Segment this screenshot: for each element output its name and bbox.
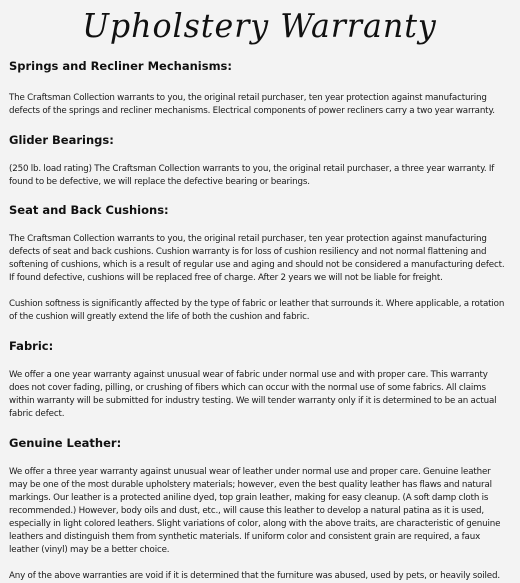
springs-heading: Springs and Recliner Mechanisms: bbox=[9, 59, 233, 73]
seat-cushions-heading: Seat and Back Cushions: bbox=[9, 203, 169, 217]
springs-paragraph: The Craftsman Collection warrants to you, the original retail purchaser, ten year protection against manufacturing defects of the springs and recliner mechanisms. Electrical components of power recliners carry a two year warranty. bbox=[9, 93, 495, 116]
glider-paragraph: (250 lb. load rating) The Craftsman Collection warrants to you, the original retail purchaser, a three year warranty. If found to be defective, we will replace the defective bearing or bearings. bbox=[9, 164, 495, 187]
void-conditions-note: Any of the above warranties are void if it is determined that the furniture was abused, used by pets, or heavily soiled. bbox=[9, 571, 500, 581]
cushion-softness-paragraph: Cushion softness is significantly affected by the type of fabric or leather that surrounds it. Where applicable, a rotation of the cushion will greatly extend the life of both the cushion and fabric. bbox=[9, 299, 505, 322]
genuine-leather-paragraph: We offer a three year warranty against unusual wear of leather under normal use and proper care. Genuine leather may be one of the most durable upholstery materials; however, even the best quality leather has flaws and natural markings. Our leather is a protected aniline dyed, top grain leather, making for easy cleanup. (A soft damp cloth is recommended.) However, body oils and dust, etc., will cause this leather to develop a natural patina as it is used, especially in light colored leathers. Slight variations of color, along with the above traits, are characteristic of genuine leathers and distinguish them from synthetic materials. If uniform color and consistent grain are required, a faux leather (vinyl) may be a better choice. bbox=[9, 467, 501, 555]
fabric-paragraph: We offer a one year warranty against unusual wear of fabric under normal use and with proper care. This warranty does not cover fading, pilling, or crushing of fibers which can occur with the normal use of some fabrics. All claims within warranty will be submitted for industry testing. We will tender warranty only if it is determined to be an actual fabric defect. bbox=[9, 370, 497, 419]
page-title: Upholstery Warranty bbox=[82, 6, 437, 45]
glider-heading: Glider Bearings: bbox=[9, 133, 114, 147]
fabric-heading: Fabric: bbox=[9, 339, 54, 353]
seat-cushions-paragraph: The Craftsman Collection warrants to you, the original retail purchaser, ten year protection against manufacturing defects of seat and back cushions. Cushion warranty is for loss of cushion resiliency and not normal flattening and softening of cushions, which is a result of regular use and aging and should not be considered a manufacturing defect. If found defective, cushions will be replaced free of charge. After 2 years we will not be liable for freight. bbox=[9, 234, 505, 283]
genuine-leather-heading: Genuine Leather: bbox=[9, 436, 122, 450]
